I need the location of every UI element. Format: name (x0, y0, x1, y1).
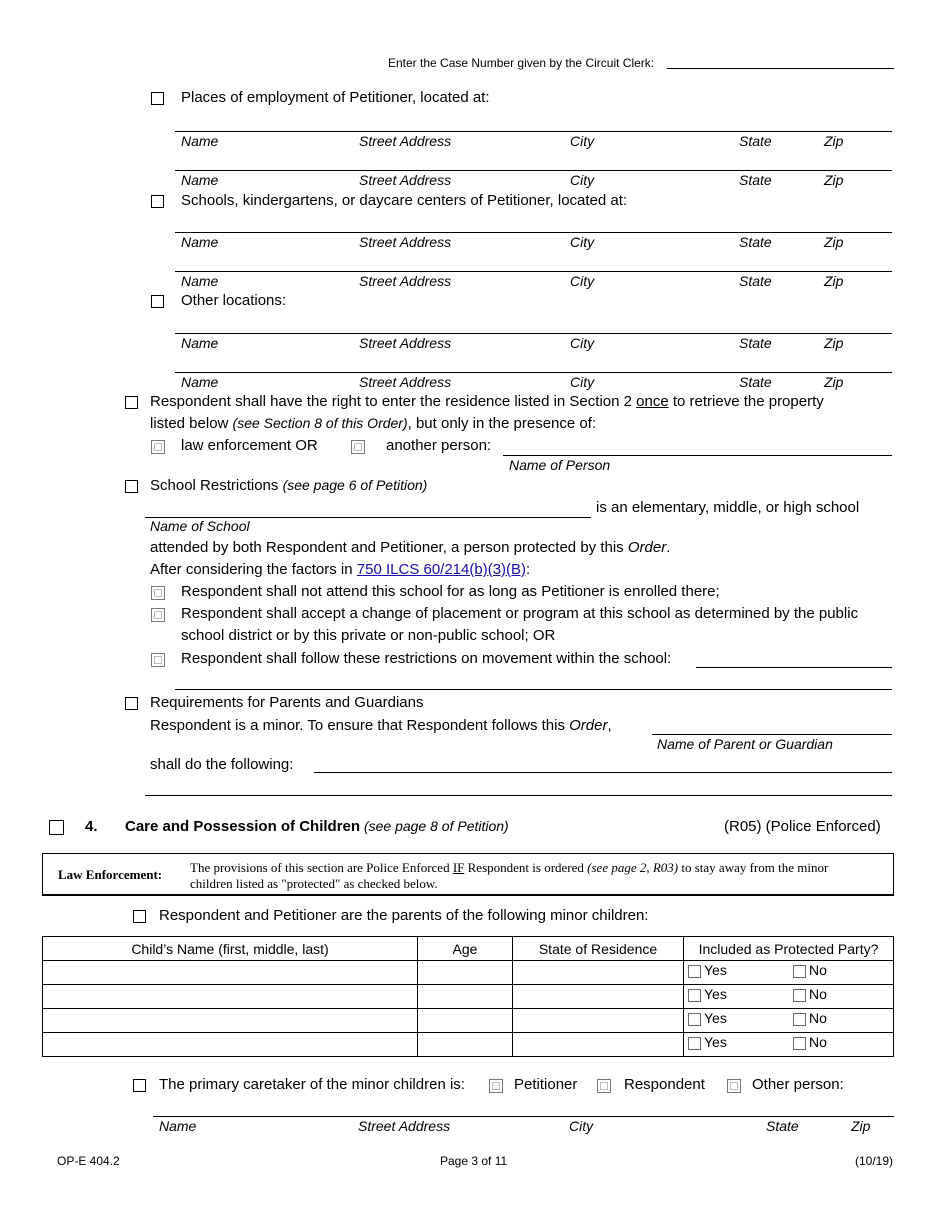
protected-no-checkbox[interactable] (793, 989, 806, 1002)
field-city-label: City (570, 335, 595, 351)
caretaker-address-line[interactable] (153, 1116, 894, 1117)
another-person-checkbox[interactable] (351, 440, 365, 454)
schools-checkbox[interactable] (151, 195, 164, 208)
table-row (43, 985, 894, 1009)
caretaker-petitioner-label: Petitioner (514, 1076, 578, 1093)
caretaker-petitioner-checkbox[interactable] (489, 1079, 503, 1093)
field-zip-label: Zip (824, 234, 844, 250)
law-enforcement-box-label: Law Enforcement: (58, 867, 163, 882)
no-attend-checkbox[interactable] (151, 586, 165, 600)
movement-restrictions-checkbox[interactable] (151, 653, 165, 667)
state-cell[interactable] (513, 985, 684, 1009)
field-zip-label: Zip (824, 374, 844, 390)
schools-label: Schools, kindergartens, or daycare centers of Petitioner, located at: (181, 192, 628, 209)
section-4-checkbox[interactable] (49, 820, 64, 835)
parents-guardians-title: Requirements for Parents and Guardians (150, 694, 424, 711)
protected-cell (684, 1033, 894, 1057)
law-enforcement-box (42, 853, 894, 896)
change-placement-label-1: Respondent shall accept a change of placement or program at this school as determined by the public (181, 605, 859, 622)
address-line[interactable] (175, 271, 892, 272)
field-street-label: Street Address (359, 172, 452, 188)
form-id: OP-E 404.2 (57, 1154, 120, 1168)
state-cell[interactable] (513, 961, 684, 985)
field-street-label: Street Address (359, 374, 452, 390)
parent-guardian-label: Name of Parent or Guardian (657, 736, 833, 752)
caretaker-checkbox[interactable] (133, 1079, 146, 1092)
protected-no-checkbox[interactable] (793, 1013, 806, 1026)
col-age: Age (418, 937, 513, 961)
school-restrictions-title: School Restrictions (see page 6 of Petition) (150, 477, 428, 494)
field-city-label: City (570, 133, 595, 149)
case-number-prompt: Enter the Case Number given by the Circuit Clerk: (388, 56, 655, 70)
field-name-label: Name (181, 335, 219, 351)
protected-yes-checkbox[interactable] (688, 1013, 701, 1026)
col-protected: Included as Protected Party? (684, 937, 894, 961)
field-zip-label: Zip (824, 335, 844, 351)
yes-label: Yes (704, 986, 727, 1002)
residence-checkbox[interactable] (125, 396, 138, 409)
child-name-cell[interactable] (43, 1009, 418, 1033)
field-city-label: City (570, 273, 595, 289)
child-name-cell[interactable] (43, 961, 418, 985)
field-street-label: Street Address (358, 1118, 451, 1134)
shall-do-line-2[interactable] (145, 795, 892, 796)
person-name-line[interactable] (503, 455, 892, 456)
law-enforcement-checkbox[interactable] (151, 440, 165, 454)
yes-label: Yes (704, 1034, 727, 1050)
state-cell[interactable] (513, 1033, 684, 1057)
change-placement-label-2: school district or by this private or non-public school; OR (181, 627, 556, 644)
residence-line2: listed below (see Section 8 of this Order), but only in the presence of: (150, 415, 597, 432)
change-placement-checkbox[interactable] (151, 608, 165, 622)
field-street-label: Street Address (359, 335, 452, 351)
minor-text: Respondent is a minor. To ensure that Respondent follows this Order, (150, 717, 612, 734)
protected-cell (684, 985, 894, 1009)
attended-by-text: attended by both Respondent and Petitioner, a person protected by this Order. (150, 539, 671, 556)
state-cell[interactable] (513, 1009, 684, 1033)
field-street-label: Street Address (359, 273, 452, 289)
field-city-label: City (570, 374, 595, 390)
address-line[interactable] (175, 232, 892, 233)
field-name-label: Name (181, 273, 219, 289)
school-restrictions-checkbox[interactable] (125, 480, 138, 493)
caretaker-other-checkbox[interactable] (727, 1079, 741, 1093)
parents-guardians-checkbox[interactable] (125, 697, 138, 710)
no-label: No (809, 962, 827, 978)
field-state-label: State (739, 133, 772, 149)
address-line[interactable] (175, 372, 892, 373)
protected-no-checkbox[interactable] (793, 965, 806, 978)
shall-do-text: shall do the following: (150, 756, 294, 773)
field-state-label: State (739, 335, 772, 351)
table-row (43, 1009, 894, 1033)
no-label: No (809, 986, 827, 1002)
field-zip-label: Zip (824, 133, 844, 149)
school-type-text: is an elementary, middle, or high school (596, 499, 860, 516)
address-line[interactable] (175, 333, 892, 334)
other-locations-checkbox[interactable] (151, 295, 164, 308)
col-child-name: Child’s Name (first, middle, last) (43, 937, 418, 961)
field-zip-label: Zip (851, 1118, 871, 1134)
age-cell[interactable] (418, 985, 513, 1009)
field-name-label: Name (181, 374, 219, 390)
name-of-person-label: Name of Person (509, 457, 611, 473)
another-person-label: another person: (386, 437, 492, 454)
shall-do-line[interactable] (314, 772, 892, 773)
movement-restrictions-line-2[interactable] (175, 689, 892, 690)
field-zip-label: Zip (824, 273, 844, 289)
address-line[interactable] (175, 131, 892, 132)
field-name-label: Name (159, 1118, 197, 1134)
field-city-label: City (570, 172, 595, 188)
field-street-label: Street Address (359, 234, 452, 250)
page-number: Page 3 of 11 (440, 1154, 508, 1168)
field-zip-label: Zip (824, 172, 844, 188)
table-header-row (43, 937, 894, 961)
section-4-title: Care and Possession of Children (see page 8 of Petition) (125, 818, 509, 835)
field-state-label: State (766, 1118, 799, 1134)
field-street-label: Street Address (359, 133, 452, 149)
protected-yes-checkbox[interactable] (688, 989, 701, 1002)
col-state: State of Residence (513, 937, 684, 961)
age-cell[interactable] (418, 1033, 513, 1057)
section-4-code: (R05) (Police Enforced) (724, 818, 881, 835)
factors-text: After considering the factors in 750 ILCS 60/214(b)(3)(B): (150, 561, 531, 578)
statute-link[interactable]: 750 ILCS 60/214(b)(3)(B) (356, 561, 527, 578)
caretaker-other-label: Other person: (752, 1076, 844, 1093)
parents-of-children-checkbox[interactable] (133, 910, 146, 923)
caretaker-respondent-label: Respondent (624, 1076, 705, 1093)
parents-of-children-label: Respondent and Petitioner are the parents of the following minor children: (159, 907, 649, 924)
yes-label: Yes (704, 962, 727, 978)
residence-line1: Respondent shall have the right to enter the residence listed in Section 2 once to retrieve the property (150, 393, 824, 410)
other-locations-label: Other locations: (181, 292, 287, 309)
no-attend-label: Respondent shall not attend this school for as long as Petitioner is enrolled there; (181, 583, 720, 600)
no-label: No (809, 1034, 827, 1050)
case-number-line[interactable] (667, 68, 894, 69)
field-city-label: City (570, 234, 595, 250)
movement-restrictions-line[interactable] (696, 667, 892, 668)
employment-label: Places of employment of Petitioner, located at: (181, 89, 490, 106)
field-name-label: Name (181, 133, 219, 149)
protected-no-checkbox[interactable] (793, 1037, 806, 1050)
field-state-label: State (739, 273, 772, 289)
address-line[interactable] (175, 170, 892, 171)
section-4-number: 4. (85, 818, 98, 835)
law-enforcement-label: law enforcement OR (181, 437, 318, 454)
law-enforcement-box-text: The provisions of this section are Police Enforced IF Respondent is ordered (see page 2, R03) to stay away from the minor children listed as "protected" as checked below. (190, 860, 829, 891)
child-name-cell[interactable] (43, 985, 418, 1009)
parent-guardian-name-line[interactable] (652, 734, 892, 735)
caretaker-respondent-checkbox[interactable] (597, 1079, 611, 1093)
caretaker-label: The primary caretaker of the minor children is: (159, 1076, 465, 1093)
employment-checkbox[interactable] (151, 92, 164, 105)
no-label: No (809, 1010, 827, 1026)
protected-yes-checkbox[interactable] (688, 1037, 701, 1050)
yes-label: Yes (704, 1010, 727, 1026)
table-row (43, 1033, 894, 1057)
name-of-school-label: Name of School (150, 518, 250, 534)
age-cell[interactable] (418, 961, 513, 985)
protected-cell (684, 961, 894, 985)
field-state-label: State (739, 172, 772, 188)
field-state-label: State (739, 234, 772, 250)
field-city-label: City (569, 1118, 594, 1134)
movement-restrictions-label: Respondent shall follow these restrictions on movement within the school: (181, 650, 672, 667)
field-name-label: Name (181, 234, 219, 250)
children-table (42, 936, 894, 1057)
protected-cell (684, 1009, 894, 1033)
form-date: (10/19) (855, 1154, 894, 1168)
table-row (43, 961, 894, 985)
field-state-label: State (739, 374, 772, 390)
child-name-cell[interactable] (43, 1033, 418, 1057)
protected-yes-checkbox[interactable] (688, 965, 701, 978)
age-cell[interactable] (418, 1009, 513, 1033)
field-name-label: Name (181, 172, 219, 188)
